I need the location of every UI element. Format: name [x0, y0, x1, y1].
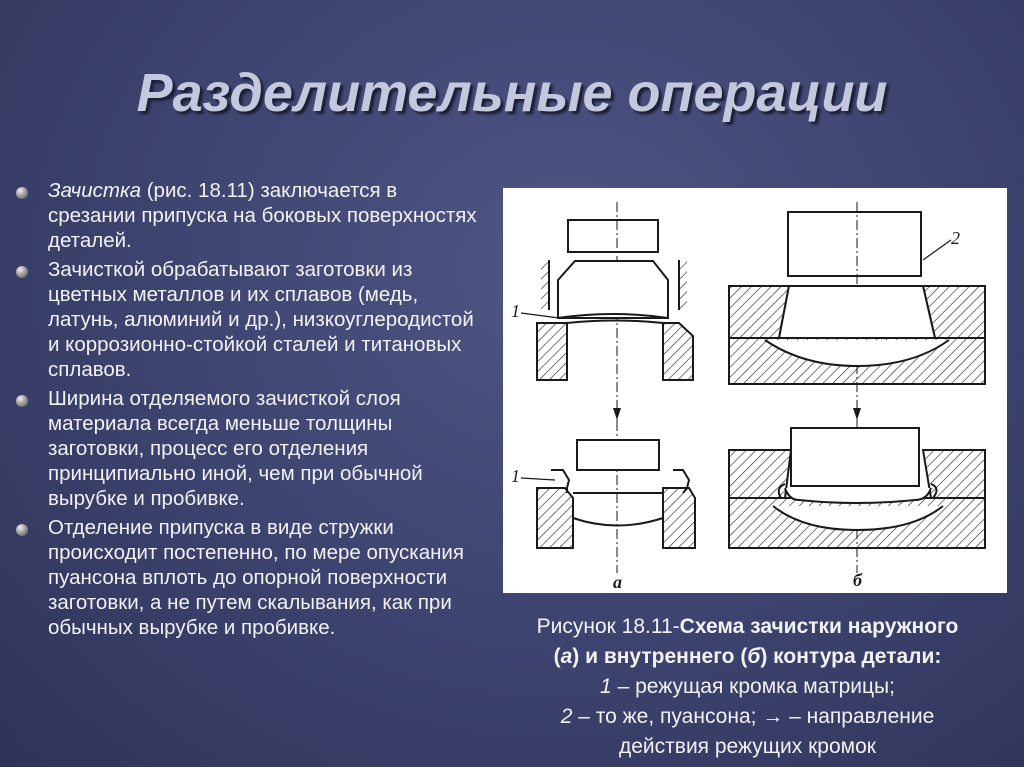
caption-line-2: [480, 642, 1015, 672]
caption-prefix: Рисунок 18.11-: [536, 615, 680, 638]
label-b: б: [853, 570, 862, 590]
caption-mid: ) и внутреннего (: [572, 645, 748, 668]
caption-line-3: [480, 672, 1015, 702]
figure-diagram: [503, 188, 1007, 593]
bullet-text: Зачисткой обрабатывают заготовки из цветных металлов и их сплавов (медь, латунь, алюминий и др.), низкоуглеродистой и коррозионно-стойкой сталей и титановых сплавов.: [48, 258, 474, 381]
bullet-item: [14, 257, 484, 382]
caption-n1: 1: [600, 675, 612, 698]
figure-caption: [480, 612, 1015, 762]
caption-n2: 2: [560, 705, 573, 728]
caption-t2: – то же, пуансона; → – направление: [572, 705, 935, 728]
caption-t1: – режущая кромка матрицы;: [611, 675, 895, 698]
caption-line-5: действия режущих кромок: [619, 735, 876, 758]
caption-a: а: [560, 645, 573, 668]
bullet-text: Отделение припуска в виде стружки происходит постепенно, по мере опускания пуансона вплоть до опорной поверхности заготовки, а не путем скалывания, как при обычных вырубке и пробивке.: [48, 516, 464, 639]
bullet-text: Ширина отделяемого зачисткой слоя материала всегда меньше толщины заготовки, процесс его отделения принципиально иной, чем при обычной вырубке и пробивке.: [48, 387, 423, 510]
label-2: 2: [951, 228, 960, 248]
caption-line-1: [480, 612, 1015, 642]
caption-bold-1: Схема зачистки наружного: [679, 615, 959, 638]
bullet-icon: [16, 266, 28, 278]
bullet-item: [14, 386, 484, 511]
label-a: а: [613, 572, 622, 592]
trimming-scheme-drawing: [503, 188, 1007, 593]
caption-line-4: [480, 702, 1015, 732]
caption-b: б: [747, 645, 761, 668]
bullet-icon: [16, 187, 28, 199]
label-1-top: 1: [511, 301, 520, 321]
bullet-item: [14, 515, 484, 640]
bullet-icon: [16, 395, 28, 407]
label-1-bottom: 1: [511, 466, 520, 486]
caption-end: ) контура детали:: [760, 645, 942, 668]
bullet-item: [14, 178, 484, 253]
bullet-lead: Зачистка: [48, 179, 142, 202]
caption-paren: (: [553, 645, 561, 668]
slide-title: Разделительные операции: [136, 63, 888, 123]
bullet-icon: [16, 524, 28, 536]
bullet-list: [14, 178, 484, 644]
bullet-text: (рис. 18.11) заключается в срезании припуска на боковых поверхностях деталей.: [48, 179, 477, 252]
